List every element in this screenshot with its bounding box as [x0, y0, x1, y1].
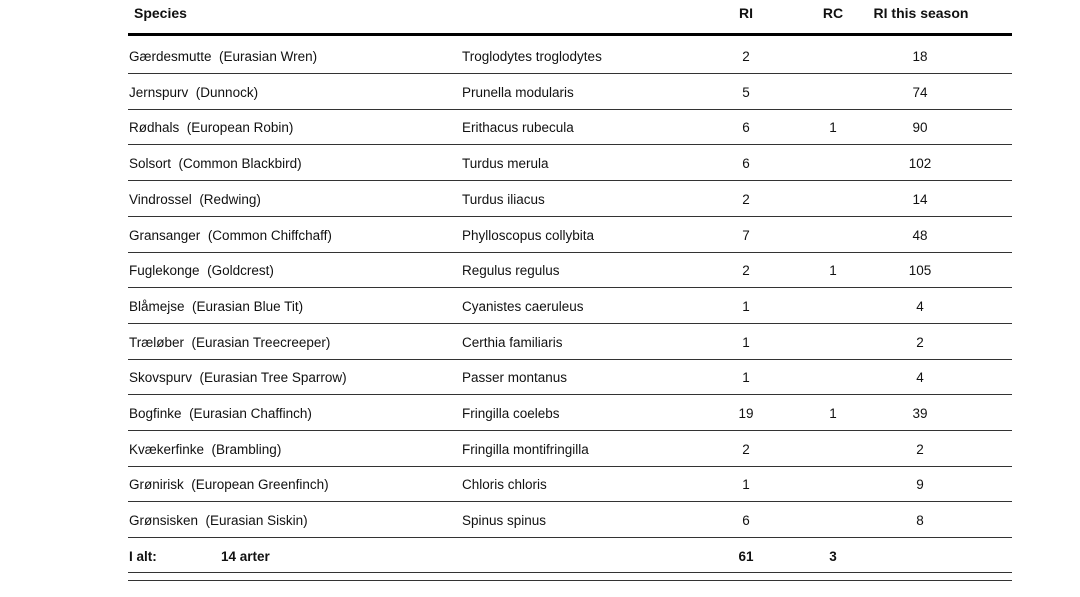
rc-value	[805, 288, 861, 323]
table-row	[128, 324, 1012, 360]
species-english-name: (European Greenfinch)	[191, 477, 329, 493]
species-name	[129, 181, 261, 216]
species-english-name: (Eurasian Blue Tit)	[192, 298, 304, 314]
species-name	[129, 324, 330, 359]
table-row	[128, 288, 1012, 324]
ri-value: 6	[742, 513, 750, 529]
latin-name: Fringilla montifringilla	[462, 441, 589, 457]
species-danish-name: Gransanger	[129, 227, 201, 243]
ri-value: 19	[738, 406, 754, 421]
ri-season-value: 2	[916, 441, 924, 457]
table-row	[128, 395, 1012, 431]
species-danish-name: Træløber	[129, 334, 185, 350]
ri-season-value: 48	[912, 227, 928, 243]
species-english-name: (Dunnock)	[195, 84, 259, 100]
table-row	[128, 181, 1012, 217]
ri-value: 6	[742, 120, 750, 136]
total-rc: 3	[829, 549, 837, 564]
species-name	[129, 288, 303, 323]
rc-value	[805, 359, 861, 394]
latin-name: Certhia familiaris	[462, 334, 563, 350]
rc-value	[805, 145, 861, 180]
ri-season-value: 39	[912, 406, 928, 421]
header-ri-this-season: RI this season	[873, 5, 969, 21]
latin-name: Cyanistes caeruleus	[462, 298, 584, 314]
table-row	[128, 109, 1012, 145]
species-name	[129, 466, 329, 501]
ri-value: 2	[742, 49, 750, 64]
species-danish-name: Grønsisken	[129, 513, 199, 529]
ri-value: 7	[742, 227, 750, 243]
rc-value	[805, 74, 861, 109]
latin-name: Turdus iliacus	[462, 191, 545, 207]
rc-value: 1	[829, 120, 837, 136]
species-danish-name: Gærdesmutte	[129, 49, 212, 64]
species-english-name: (Eurasian Tree Sparrow)	[199, 370, 347, 386]
species-danish-name: Fuglekonge	[129, 263, 200, 279]
ri-season-value: 4	[916, 298, 924, 314]
rc-value	[805, 38, 861, 73]
table-row	[128, 38, 1012, 74]
ri-season-value: 105	[908, 263, 932, 279]
table-row	[128, 74, 1012, 110]
latin-name: Regulus regulus	[462, 263, 560, 279]
species-name	[129, 38, 317, 73]
header-divider	[128, 33, 1012, 36]
species-name	[129, 109, 293, 144]
latin-name: Passer montanus	[462, 370, 568, 386]
table-header	[128, 0, 1012, 34]
latin-name: Chloris chloris	[462, 477, 547, 493]
ri-season-value: 4	[916, 370, 924, 386]
species-english-name: (Brambling)	[211, 441, 282, 457]
total-label: I alt:	[129, 549, 157, 564]
header-ri: RI	[739, 5, 753, 21]
species-english-name: (Eurasian Siskin)	[205, 513, 308, 529]
ri-season-value: 14	[912, 191, 928, 207]
ri-value: 6	[742, 156, 750, 172]
ri-season-value: 2	[916, 334, 924, 350]
species-danish-name: Bogfinke	[129, 406, 182, 421]
ri-value: 1	[742, 370, 750, 386]
ri-season-value: 9	[916, 477, 924, 493]
ri-season-value: 90	[912, 120, 928, 136]
bottom-divider	[128, 580, 1012, 581]
rc-value	[805, 217, 861, 252]
species-danish-name: Kvækerfinke	[129, 441, 205, 457]
ri-value: 2	[742, 263, 750, 279]
total-row	[128, 538, 1012, 573]
table-row	[128, 359, 1012, 395]
latin-name: Phylloscopus collybita	[462, 227, 595, 243]
table-row	[128, 145, 1012, 181]
species-danish-name: Vindrossel	[129, 191, 192, 207]
ri-value: 1	[742, 298, 750, 314]
ri-value: 1	[742, 334, 750, 350]
species-danish-name: Grønirisk	[129, 477, 184, 493]
species-english-name: (Redwing)	[199, 191, 261, 207]
latin-name: Prunella modularis	[462, 84, 574, 100]
rc-value	[805, 502, 861, 537]
species-name	[129, 145, 302, 180]
species-english-name: (Eurasian Chaffinch)	[189, 406, 312, 421]
ri-value: 1	[742, 477, 750, 493]
species-danish-name: Jernspurv	[129, 84, 189, 100]
rc-value	[805, 181, 861, 216]
species-english-name: (Common Chiffchaff)	[207, 227, 332, 243]
latin-name: Erithacus rubecula	[462, 120, 574, 136]
species-english-name: (European Robin)	[186, 120, 294, 136]
table-row	[128, 431, 1012, 467]
ri-season-value: 102	[908, 156, 932, 172]
ri-season-value: 74	[912, 84, 928, 100]
header-species: Species	[134, 5, 187, 21]
rc-value	[805, 431, 861, 466]
rc-value: 1	[829, 263, 837, 279]
rc-value: 1	[829, 406, 837, 421]
rc-value	[805, 466, 861, 501]
latin-name: Fringilla coelebs	[462, 406, 560, 421]
table-row	[128, 502, 1012, 538]
latin-name: Spinus spinus	[462, 513, 547, 529]
total-species-count: 14 arter	[221, 549, 270, 564]
species-english-name: (Goldcrest)	[207, 263, 274, 279]
species-english-name: (Eurasian Treecreeper)	[191, 334, 331, 350]
species-danish-name: Rødhals	[129, 120, 180, 136]
species-name	[129, 252, 274, 287]
table-row	[128, 252, 1012, 288]
total-ri: 61	[738, 549, 754, 564]
species-danish-name: Skovspurv	[129, 370, 193, 386]
latin-name: Turdus merula	[462, 156, 549, 172]
species-english-name: (Eurasian Wren)	[219, 49, 318, 64]
species-name	[129, 502, 308, 537]
ri-value: 5	[742, 84, 750, 100]
ri-season-value: 8	[916, 513, 924, 529]
species-name	[129, 217, 332, 252]
ri-value: 2	[742, 441, 750, 457]
species-name	[129, 74, 258, 109]
header-rc: RC	[822, 5, 844, 21]
ri-season-value: 18	[912, 49, 928, 64]
species-name	[129, 359, 347, 394]
species-name	[129, 395, 312, 430]
latin-name: Troglodytes troglodytes	[462, 49, 602, 64]
rc-value	[805, 324, 861, 359]
species-english-name: (Common Blackbird)	[178, 156, 302, 172]
ri-value: 2	[742, 191, 750, 207]
species-danish-name: Blåmejse	[129, 298, 185, 314]
species-name	[129, 431, 281, 466]
table-row	[128, 466, 1012, 502]
table-row	[128, 217, 1012, 253]
species-danish-name: Solsort	[129, 156, 172, 172]
